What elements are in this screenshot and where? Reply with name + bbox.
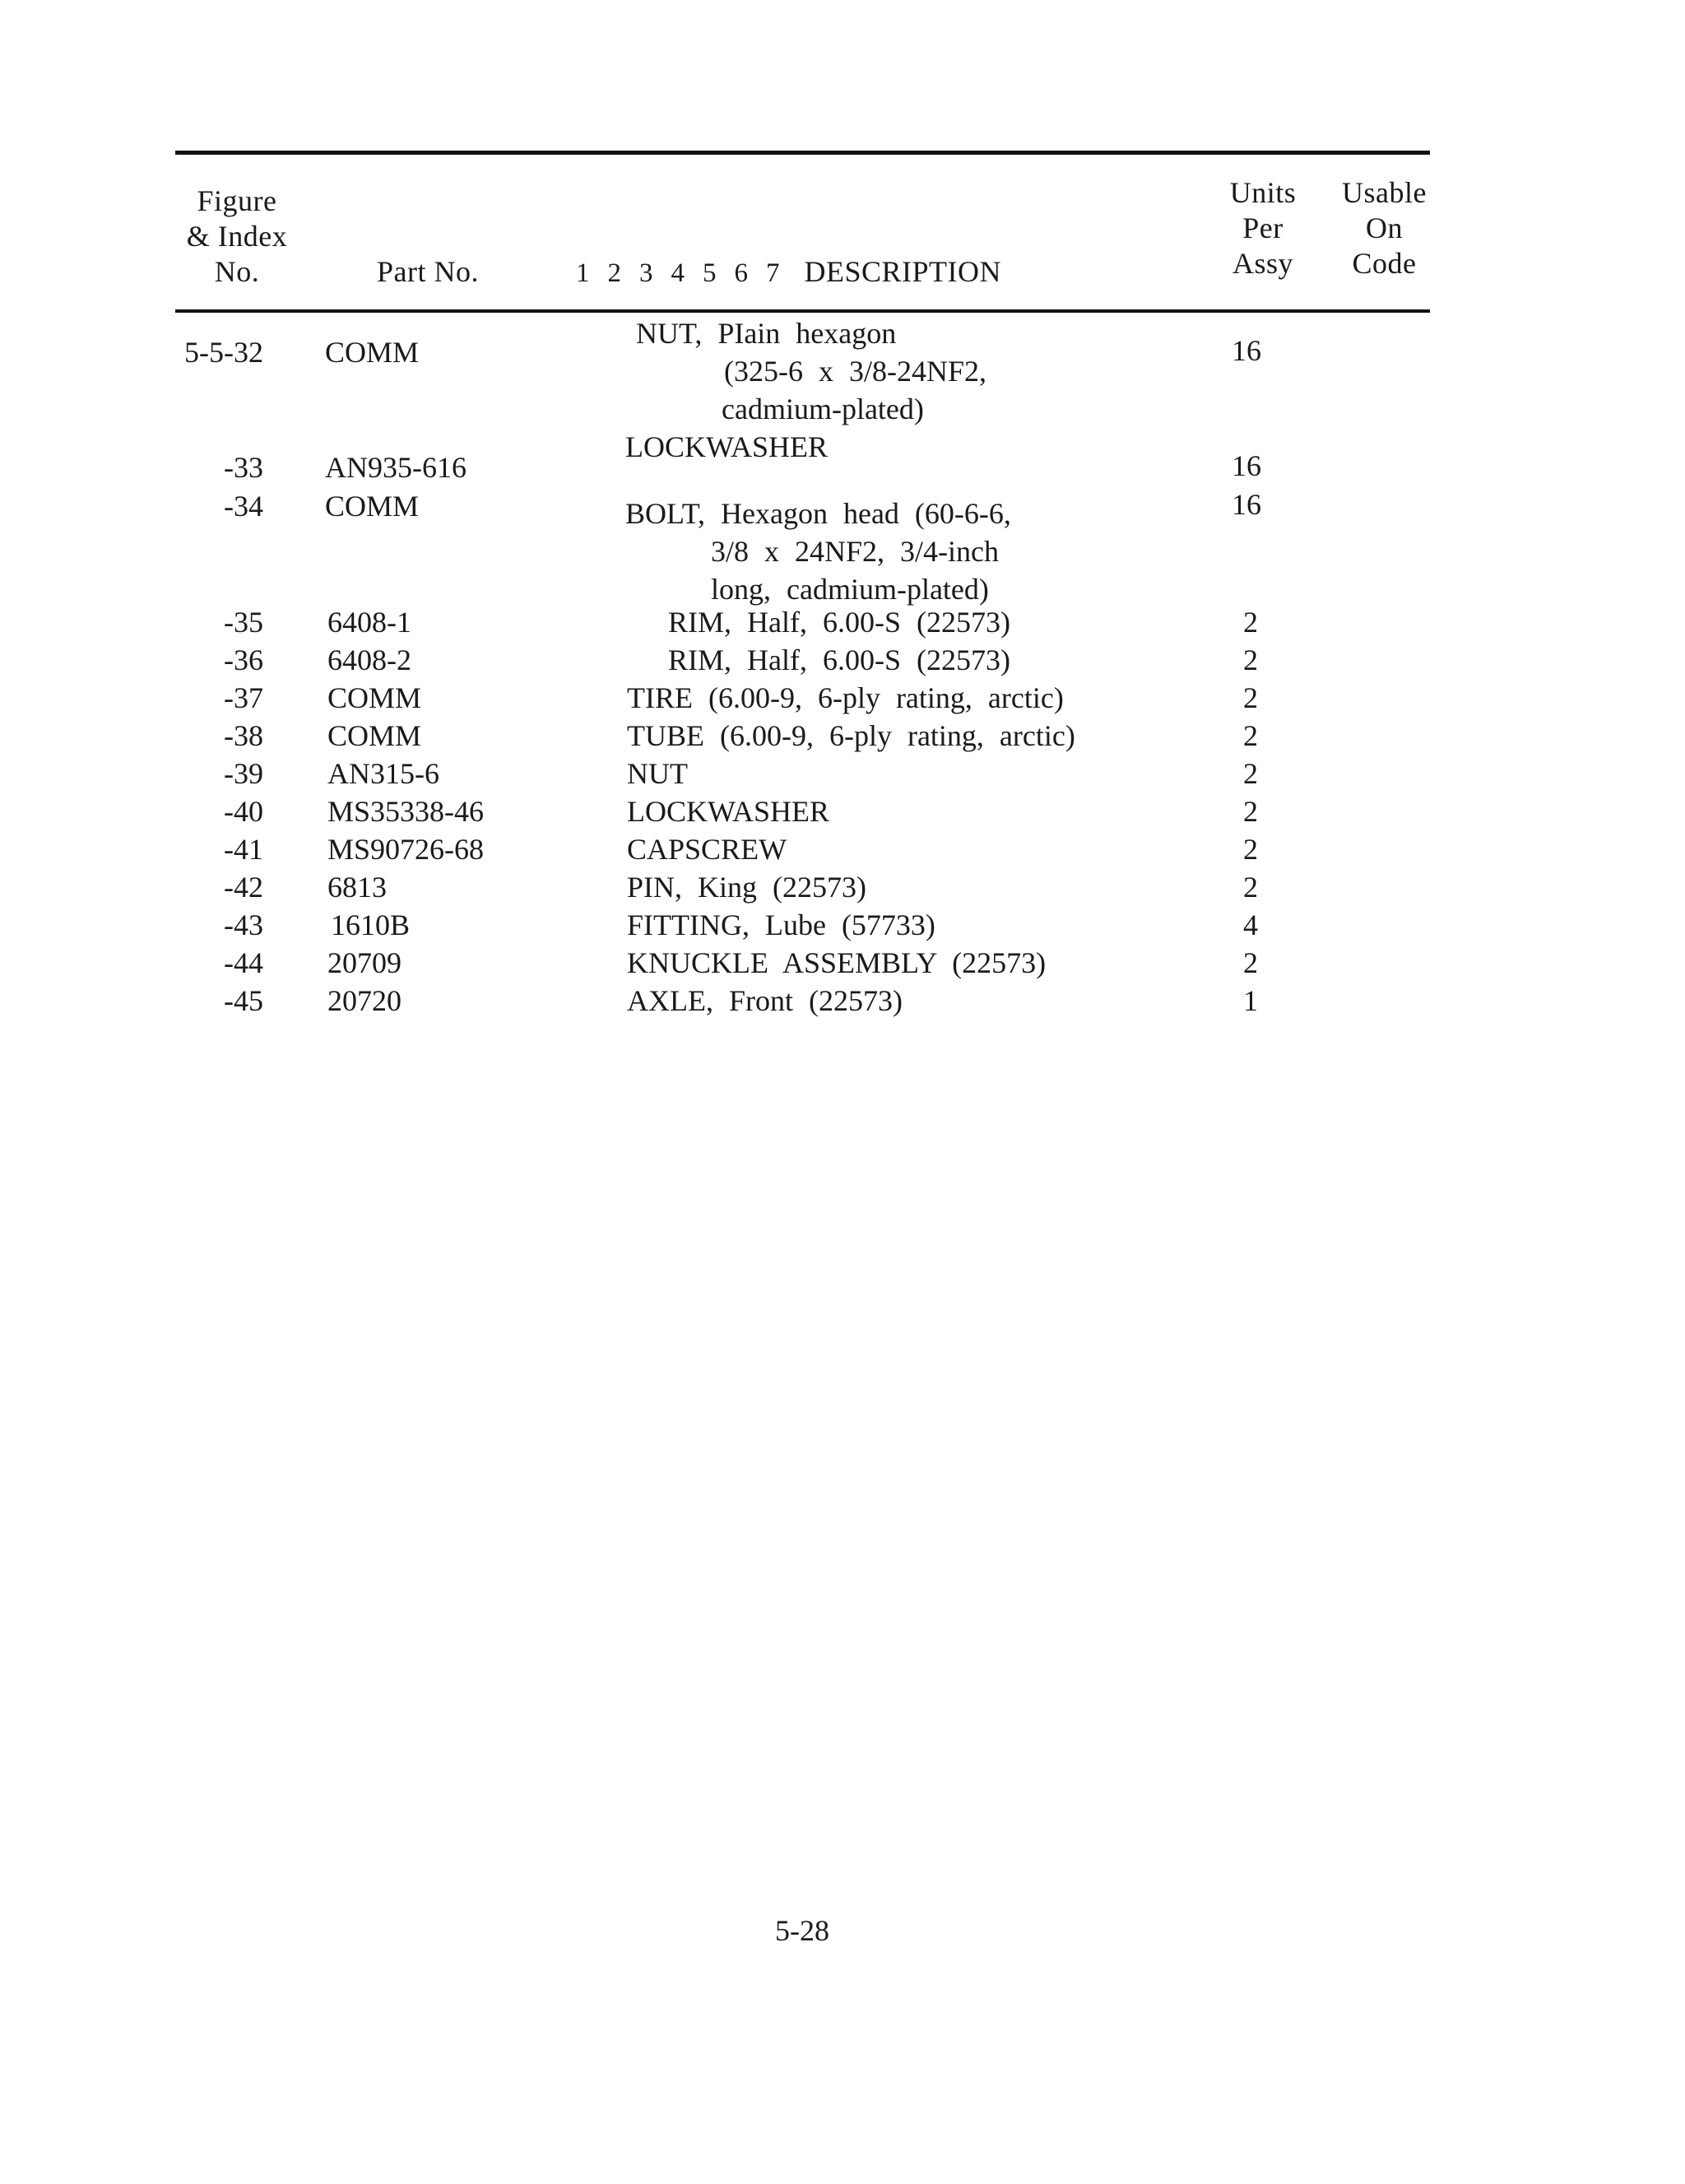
row-units: 2 — [1243, 833, 1258, 866]
row-part-no: 6408-2 — [327, 644, 411, 676]
row-index: 5-5-32 — [184, 336, 263, 369]
header-figure-index — [179, 184, 295, 290]
row-part-no: 6813 — [327, 871, 387, 904]
row-part-no: 20709 — [327, 946, 402, 979]
row-part-no: COMM — [327, 681, 422, 714]
row-description: LOCKWASHER — [627, 795, 830, 828]
row-units: 2 — [1243, 644, 1258, 676]
row-index: -45 — [224, 984, 263, 1017]
row-units: 2 — [1243, 946, 1258, 979]
row-description: FITTING, Lube (57733) — [627, 908, 935, 941]
row-index: -39 — [224, 757, 263, 790]
row-units: 2 — [1243, 606, 1258, 639]
indent-level-1: 1 — [576, 258, 590, 288]
row-index: -38 — [224, 719, 263, 752]
row-index: -43 — [224, 908, 263, 941]
row-units: 2 — [1243, 757, 1258, 790]
row-index: -35 — [224, 606, 263, 639]
row-units: 2 — [1243, 719, 1258, 752]
row-description: PIN, King (22573) — [627, 871, 866, 904]
row-part-no: 6408-1 — [327, 606, 411, 639]
row-index: -40 — [224, 795, 263, 828]
row-index: -37 — [224, 681, 263, 714]
row-part-no: MS35338-46 — [327, 795, 485, 828]
row-description: RIM, Half, 6.00-S (22573) — [668, 644, 1010, 676]
row-description: LOCKWASHER — [625, 430, 829, 463]
row-part-no: AN935-616 — [325, 451, 467, 484]
row-units: 2 — [1243, 681, 1258, 714]
indent-level-6: 6 — [734, 258, 748, 288]
header-figure-line: Figure — [197, 184, 277, 217]
row-part-no: AN315-6 — [327, 757, 439, 790]
row-units: 2 — [1243, 795, 1258, 828]
row-part-no: COMM — [327, 719, 422, 752]
indent-level-4: 4 — [671, 258, 685, 288]
indent-level-3: 3 — [639, 258, 653, 288]
row-index: -44 — [224, 946, 263, 979]
row-description: RIM, Half, 6.00-S (22573) — [668, 606, 1010, 639]
row-description: NUT — [627, 757, 688, 790]
header-usable-on-code: Usable On Code — [1342, 176, 1427, 280]
row-units: 16 — [1232, 488, 1261, 521]
page-number: 5-28 — [775, 1914, 829, 1947]
row-description: NUT, PIain hexagon — [636, 317, 897, 350]
row-description-cont: long, cadmium-plated) — [711, 573, 989, 606]
row-description-cont: 3/8 x 24NF2, 3/4-inch — [711, 535, 999, 568]
row-part-no: 1610B — [331, 908, 411, 941]
row-description: TUBE (6.00-9, 6-ply rating, arctic) — [627, 719, 1075, 752]
row-units: 1 — [1243, 984, 1258, 1017]
row-part-no: COMM — [325, 336, 420, 369]
row-index: -41 — [224, 833, 263, 866]
row-part-no: 20720 — [327, 984, 402, 1017]
header-description: DESCRIPTION — [804, 255, 1002, 288]
row-units: 16 — [1232, 334, 1261, 367]
header-indent-levels — [576, 254, 1001, 291]
row-description-cont: (325-6 x 3/8-24NF2, — [724, 355, 986, 388]
row-index: -36 — [224, 644, 263, 676]
header-top-rule — [175, 151, 1430, 155]
header-no-line: No. — [214, 255, 260, 288]
row-index: -34 — [224, 490, 263, 523]
row-index: -33 — [224, 451, 263, 484]
row-units: 16 — [1232, 449, 1261, 482]
row-units: 2 — [1243, 871, 1258, 904]
row-description: CAPSCREW — [627, 833, 787, 866]
header-bottom-rule — [175, 309, 1430, 313]
header-index-line: & Index — [186, 220, 288, 253]
row-units: 4 — [1243, 908, 1258, 941]
row-description: KNUCKLE ASSEMBLY (22573) — [627, 946, 1047, 979]
row-description: BOLT, Hexagon head (60-6-6, — [625, 497, 1011, 530]
row-index: -42 — [224, 871, 263, 904]
row-description: AXLE, Front (22573) — [627, 984, 903, 1017]
row-part-no: COMM — [325, 490, 420, 523]
row-description: TIRE (6.00-9, 6-ply rating, arctic) — [627, 681, 1064, 714]
indent-level-7: 7 — [766, 258, 780, 288]
header-units-per-assy: Units Per Assy — [1229, 176, 1297, 280]
row-description-cont: cadmium-plated) — [722, 393, 924, 425]
indent-level-5: 5 — [703, 258, 717, 288]
header-part-no: Part No. — [377, 255, 479, 288]
indent-level-2: 2 — [607, 258, 621, 288]
row-part-no: MS90726-68 — [327, 833, 485, 866]
